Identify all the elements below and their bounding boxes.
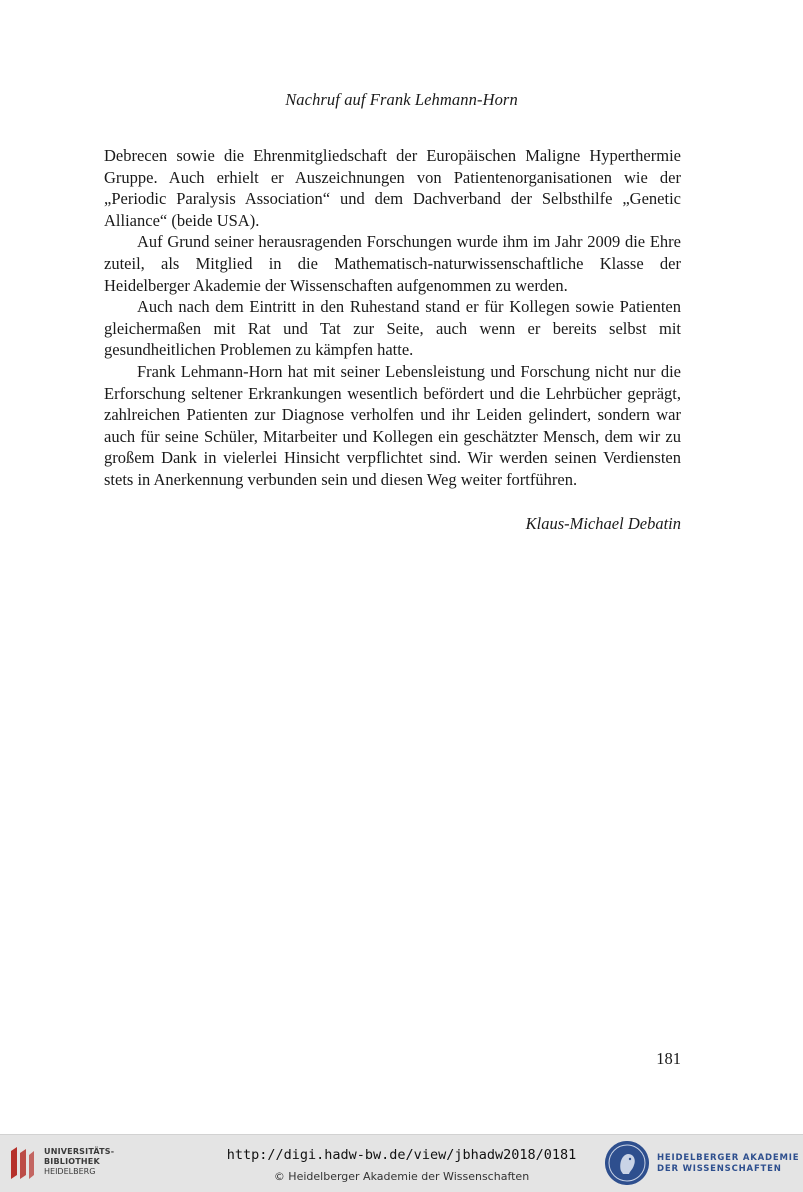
- running-title: Nachruf auf Frank Lehmann-Horn: [285, 90, 518, 109]
- paragraph: Auf Grund seiner herausragenden Forschungen wurde ihm im Jahr 2009 die Ehre zuteil, als Mitglied in die Mathematisch-naturwissenschaftliche Klasse der Heidelberger Akademie der Wissenschaften aufgenommen zu werden.: [104, 232, 681, 295]
- viewer-footer: [0, 1134, 803, 1192]
- article-body: [104, 145, 681, 491]
- academy-seal-icon: [605, 1141, 649, 1185]
- academy-name: HEIDELBERGER AKADEMIE DER WISSENSCHAFTEN: [657, 1153, 800, 1174]
- author-signature: Klaus-Michael Debatin: [525, 514, 681, 533]
- academy-logo[interactable]: [605, 1141, 800, 1187]
- copyright-notice: © Heidelberger Akademie der Wissenschaften: [273, 1170, 530, 1183]
- university-library-name: UNIVERSITÄTS- BIBLIOTHEK HEIDELBERG: [44, 1147, 115, 1176]
- paragraph: Frank Lehmann-Horn hat mit seiner Lebensleistung und Forschung nicht nur die Erforschung seltener Erkrankungen wesentlich befördert und die Lehrbücher geprägt, zahlreichen Patienten zur Diagnose verholfen und ihr Leiden gelindert, sondern war auch für seine Schüler, Mitarbeiter und Kollegen ein geschätzter Mensch, dem wir zu großem Dank in vielerlei Hinsicht verpflichtet sind. Wir werden seinen Verdiensten stets in Anerkennung verbunden sein und diesen Weg weiter fortführen.: [104, 361, 681, 489]
- page-number: 181: [656, 1049, 681, 1068]
- paragraph: Auch nach dem Eintritt in den Ruhestand stand er für Kollegen sowie Patienten gleichermaßen mit Rat und Tat zur Seite, auch wenn er bereits selbst mit gesundheitlichen Problemen zu kämpfen hatte.: [104, 297, 681, 360]
- paragraph: Debrecen sowie die Ehrenmitgliedschaft der Europäischen Maligne Hyperthermie Gruppe. Auch erhielt er Auszeichnungen von Patientenorganisationen wie der „Periodic Paralysis Association“ und dem Dachverband der Selbsthilfe „Genetic Alliance“ (beide USA).: [104, 146, 681, 230]
- permalink-url[interactable]: http://digi.hadw-bw.de/view/jbhadw2018/0181: [226, 1147, 577, 1163]
